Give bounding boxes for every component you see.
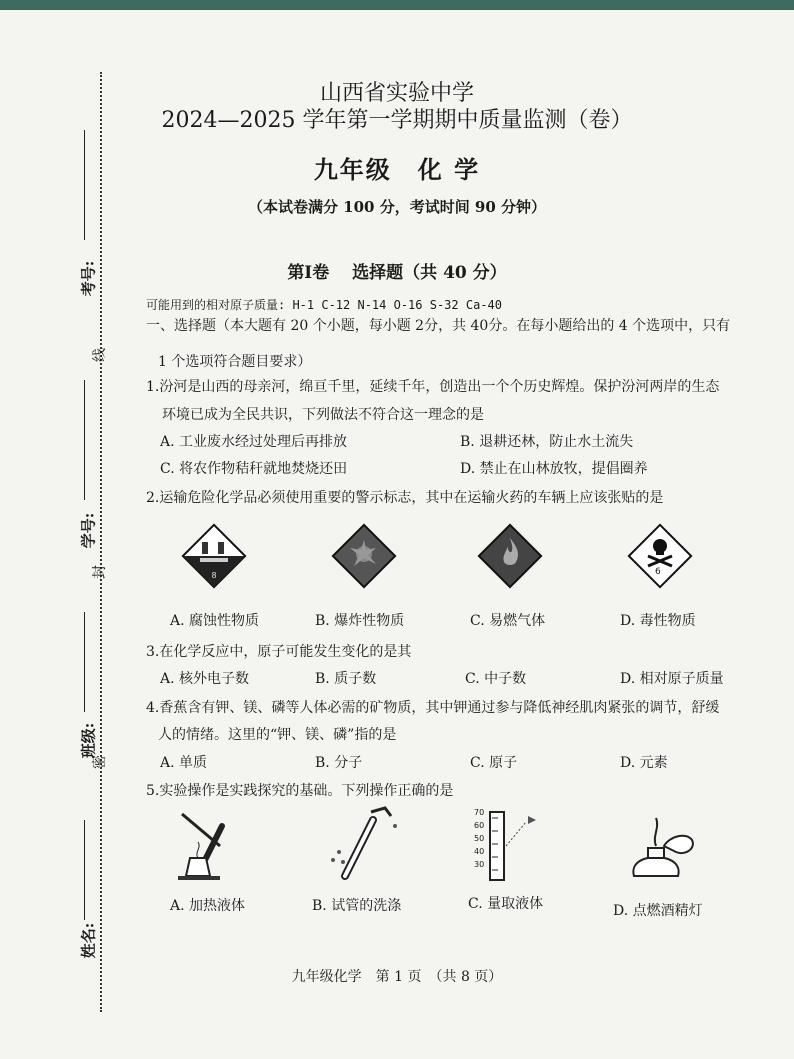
explosive-sign-icon: [328, 520, 400, 592]
corrosive-sign-icon: [178, 520, 250, 592]
q1-option-b: B. 退耕还林，防止水土流失: [460, 434, 634, 450]
student-number-label: 学号:: [79, 512, 98, 549]
q2-option-a: A. 腐蚀性物质: [170, 613, 260, 629]
q3-option-c: C. 中子数: [465, 671, 527, 687]
q2-stem-line-1: 2.运输危险化学品必须使用重要的警示标志，其中在运输火药的车辆上应该张贴的是: [146, 490, 664, 506]
q3-stem-line-1: 3.在化学反应中，原子可能发生变化的是其: [146, 644, 412, 660]
q4-option-d: D. 元素: [620, 755, 668, 771]
q5-option-d: D. 点燃酒精灯: [613, 903, 703, 919]
q3-option-a: A. 核外电子数: [160, 671, 250, 687]
measuring-cylinder-icon: [470, 806, 550, 886]
seal-mark-seal: 封: [92, 565, 108, 579]
exam-note: （本试卷满分 100 分，考试时间 90 分钟）: [247, 198, 547, 216]
q2-option-d: D. 毒性物质: [620, 613, 696, 629]
q4-option-c: C. 原子: [470, 755, 518, 771]
page-footer: 九年级化学 第 1 页 （共 8 页）: [291, 969, 503, 985]
grade-subject: 九年级 化 学: [313, 155, 481, 184]
q5-option-a: A. 加热液体: [170, 898, 246, 914]
toxic-class-number: 6: [655, 567, 661, 577]
scan-top-band: [0, 0, 794, 10]
instruction-line-1: 一、选择题（本大题有 20 个小题，每小题 2分，共 40分。在每小题给出的 4 个选项中，只有: [146, 318, 731, 334]
cylinder-tick-70: 70: [474, 808, 485, 817]
q3-option-d: D. 相对原子质量: [620, 671, 724, 687]
q5-option-c: C. 量取液体: [468, 896, 544, 912]
test-tube-washing-icon: [325, 806, 405, 886]
q1-option-d: D. 禁止在山林放牧，提倡圈养: [460, 461, 648, 477]
q1-stem-line-2: 环境已成为全民共识，下列做法不符合这一理念的是: [162, 407, 484, 423]
exam-number-label: 考号:: [79, 260, 98, 297]
seal-mark-line: 线: [92, 348, 108, 362]
q2-option-c: C. 易燃气体: [470, 613, 546, 629]
name-label: 姓名:: [79, 922, 98, 959]
q1-stem-line-1: 1.汾河是山西的母亲河，绵亘千里，延续千年，创造出一个个历史辉煌。保护汾河两岸的生态: [146, 379, 720, 395]
class-label: 班级:: [79, 722, 98, 759]
cylinder-tick-40: 40: [474, 847, 485, 856]
q4-option-a: A. 单质: [160, 755, 208, 771]
q5-option-b: B. 试管的洗涤: [312, 898, 402, 914]
q4-stem-line-1: 4.香蕉含有钾、镁、磷等人体必需的矿物质，其中钾通过参与降低神经肌肉紧张的调节，舒缓: [146, 700, 720, 716]
q3-option-b: B. 质子数: [315, 671, 377, 687]
section-title: 第Ⅰ卷 选择题（共 40 分）: [287, 263, 507, 283]
heating-liquid-icon: [172, 806, 242, 886]
flammable-gas-sign-icon: [474, 520, 546, 592]
q1-option-c: C. 将农作物秸秆就地焚烧还田: [160, 461, 348, 477]
student-number-line: [84, 380, 85, 500]
cylinder-tick-60: 60: [474, 821, 485, 830]
name-line: [84, 820, 85, 920]
seal-mark-secret: 密: [92, 755, 108, 769]
cylinder-tick-50: 50: [474, 834, 485, 843]
exam-title: 2024—2025 学年第一学期期中质量监测（卷）: [161, 108, 633, 133]
q2-option-b: B. 爆炸性物质: [315, 613, 405, 629]
q5-stem-line-1: 5.实验操作是实践探究的基础。下列操作正确的是: [146, 783, 454, 799]
toxic-sign-icon: [624, 520, 696, 592]
q4-option-b: B. 分子: [315, 755, 363, 771]
q1-option-a: A. 工业废水经过处理后再排放: [160, 434, 348, 450]
lighting-alcohol-lamp-icon: [626, 806, 706, 886]
exam-number-line: [84, 130, 85, 240]
school-name: 山西省实验中学: [319, 81, 474, 106]
cylinder-tick-30: 30: [474, 860, 485, 869]
class-line: [84, 612, 85, 712]
q4-stem-line-2: 人的情绪。这里的“钾、镁、磷”指的是: [158, 727, 397, 743]
atomic-masses: 可能用到的相对原子质量: H-1 C-12 N-14 O-16 S-32 Ca-40: [146, 298, 502, 312]
svg-text:8: 8: [211, 571, 217, 580]
instruction-line-2: 1 个选项符合题目要求）: [158, 354, 312, 370]
